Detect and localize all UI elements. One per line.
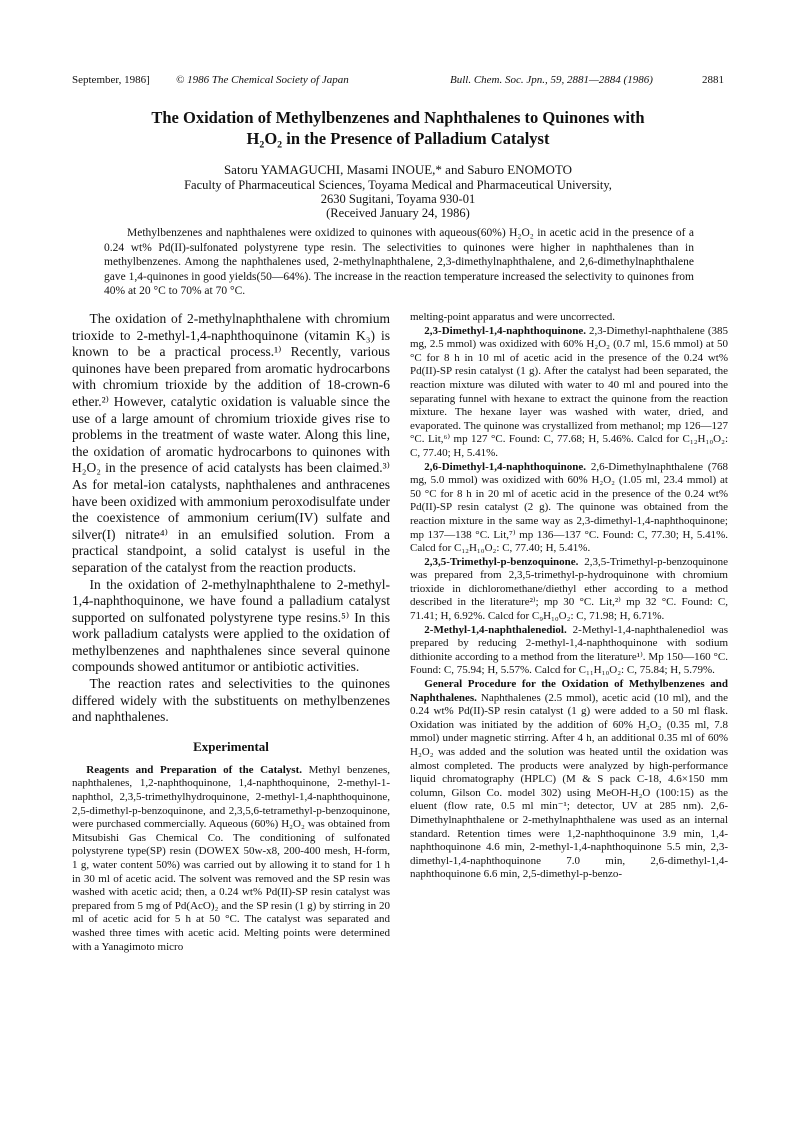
author-list: Satoru YAMAGUCHI, Masami INOUE,* and Saburo ENOMOTO [223,162,573,177]
procedure-dimethyl-26 [410,461,728,556]
right-column [410,311,728,882]
title-line-1: The Oxidation of Methylbenzenes and Naphthalenes to Quinones with [151,108,645,127]
procedure-trimethyl [410,556,728,624]
intro-paragraph-2: In the oxidation of 2-methylnaphthalene to 2-methyl-1,4-naphthoquinone, we have found a palladium catalyst supported on sulfonated polystyrene type resins.⁵⁾ In this work palladium catalysts were applied to the oxidation of methylbenzenes and naphthalenes since several quinone compounds showed antitumor or antibiotic activities. [72,576,390,675]
reagents-run-in-head: Reagents and Preparation of the Catalyst. [86,763,302,776]
left-column [72,311,390,954]
text-26: 2,6-Dimethylnaphthalene (768 mg, 5.0 mmol) was oxidized with 60% H₂O₂ (1.05 ml, 23.4 mmol) at 50 °C for 8 h in 20 ml of acetic acid in the presence of the 0.24 wt% Pd(II)-SP resin catalyst (2 g). The quinone was obtained from the reaction mixture in the same way as 2,3-dimethyl-1,4-naphthoquinone; mp 137—138 °C. Lit,⁷⁾ mp 136—137 °C. Found: C, 77.30; H, 5.41%. Calcd for C₁₂H₁₀O₂: C, 77.40; H, 5.41%. [410,460,728,555]
affiliation-line-1: Faculty of Pharmaceutical Sciences, Toyama Medical and Pharmaceutical University, [184,178,612,192]
header-date: September, 1986] [72,74,150,86]
received-date: (Received January 24, 1986) [326,206,470,220]
text-general: Naphthalenes (2.5 mmol), acetic acid (10 ml), and the 0.24 wt% Pd(II)-SP resin catalyst (1 g) were added to a 50 ml flask. Oxidation was initiated by the addition of 60% H₂O₂ (0.35 ml, 7.8 mmol) under magnetic stirring. After 4 h, an additional 0.35 ml of 60% H₂O₂ was added and the solution was heated until the oxidation was almost completed. The products were analyzed by high-performance liquid chromatography (HPLC) (M & S pack C-18, 4.6×150 mm column, Gilson Co. model 302) using MeOH-H₂O (100:15) as the eluent (flow rate, 0.5 ml min⁻¹; detector, UV at 285 nm). 2,6-Dimethylnaphthalene or 2-methylnaphthalene was used as an internal standard. Retention times were 1,2-naphthoquinone 3.9 min, 1,4-naphthoquinone 4.6 min, 2-methyl-1,4-naphthoquinone 5.5 min, 2,3-dimethyl-1,4-naphthoquinone 7.0 min, 2,6-dimethyl-1,4-naphthoquinone 6.6 min, 2,5-dimethyl-p-benzo- [410,691,728,881]
header-copyright: © 1986 The Chemical Society of Japan [176,74,349,86]
section-heading-experimental: Experimental [193,738,269,754]
title-line-2: H₂O₂ in the Presence of Palladium Catalyst [246,129,550,148]
procedure-naphthalenediol [410,624,728,678]
run-in-head-trimethyl: 2,3,5-Trimethyl-p-benzoquinone. [424,555,579,568]
paper-title [72,107,724,149]
abstract: Methylbenzenes and naphthalenes were oxidized to quinones with aqueous(60%) H₂O₂ in acetic acid in the presence of a 0.24 wt% Pd(II)-sulfonated polystyrene type resin. The selectivities to quinones were higher in naphthalenes than in methylbenzenes. Among the naphthalenes used, 2-methylnaphthalene, 2,3-dimethylnaphthalene, and 2,6-dimethylnaphthalene gave 1,4-quinones in good yields(50—64%). The increase in the reaction temperature increased the selectivity to quinones from 40% at 20 °C to 70% at 70 °C. [104,227,694,298]
run-in-head-general: General Procedure for the Oxidation of Methylbenzenes and Naphthalenes. [410,678,728,704]
header-journal-citation: Bull. Chem. Soc. Jpn., 59, 2881—2884 (1986) [450,74,653,86]
run-in-head-26: 2,6-Dimethyl-1,4-naphthoquinone. [424,460,586,473]
intro-paragraph-3: The reaction rates and selectivities to the quinones differed widely with the substituents on methylbenzenes and naphthalenes. [72,676,390,725]
affiliation-line-2: 2630 Sugitani, Toyama 930-01 [320,192,476,206]
text-diol: 2-Methyl-1,4-naphthalenediol was prepared by reducing 2-methyl-1,4-naphthoquinone with sodium dithionite according to a method from the literature¹⁾. Mp 150—160 °C. Found: C, 75.94; H, 5.57%. Calcd for C₁₁H₁₀O₂: C, 75.84; H, 5.79%. [410,623,728,677]
running-header [72,74,724,88]
text-23: 2,3-Dimethyl-naphthalene (385 mg, 2.5 mmol) was oxidized with 60% H₂O₂ (0.7 ml, 15.6 mmol) at 50 °C for 8 h in 10 ml of acetic acid in the presence of the 0.24 wt% Pd(II)-SP resin catalyst (1 g). After the catalyst had been separated, the reaction mixture was diluted with water to 40 ml and poured into the separating funnel with hexane to extract the quinone from the reaction mixture. The hexane layer was washed with water, dried, and evaporated. The quinone was crystallized from methanol; mp 126—127 °C. Lit,⁶⁾ mp 127 °C. Found: C, 77.68; H, 5.46%. Calcd for C₁₂H₁₀O₂: C, 77.40; H, 5.41%. [410,324,728,459]
header-page-number: 2881 [702,74,724,86]
general-procedure [410,678,728,882]
procedure-dimethyl-23 [410,325,728,461]
continued-paragraph: melting-point apparatus and were uncorrected. [410,311,615,323]
text-trimethyl: 2,3,5-Trimethyl-p-benzoquinone was prepared from 2,3,5-trimethyl-p-hydroquinone with chromium trioxide in dichloromethane/diethyl ether according to a method described in the literature²⁾; mp 30 °C. Lit,²⁾ mp 32 °C. Found: C, 71.41; H, 6.92%. Calcd for C₉H₁₀O₂: C, 71.98; H, 6.71%. [410,555,728,623]
reagents-text: Methyl benzenes, naphthalenes, 1,2-naphthoquinone, 1,4-naphthoquinone, 2-methyl-1-naphthol, 2,3,5-trimethylhydroquinone, 2-methyl-1,4-naphthoquinone, 2,5-dimethyl-p-benzoquinone, and 2,3,5,6-tetramethyl-p-benzoquinone, were purchased commercially. Aqueous (60%) H₂O₂ was obtained from Mitsubishi Gas Chemical Co. The conditioning of sulfonated polystyrene type(SP) resin (DOWEX 50w-x8, 200-400 mesh, H-form, 1 g, water content 50%) was carried out by allowing it to stand for 1 h in 30 ml of acetic acid. The solvent was removed and the SP resin was washed with acetic acid; then, a 0.24 wt% Pd(II)-SP resin catalyst was prepared from 5 mg of Pd(AcO)₂ and the SP resin (1 g) by stirring in 20 ml of acetic acid for 5 h at 50 °C. The catalyst was separated and washed three times with acetic acid. Melting points were determined with a Yanagimoto micro [72,763,390,953]
intro-paragraph-1: The oxidation of 2-methylnaphthalene with chromium trioxide to 2-methyl-1,4-naphthoquinone (vitamin K₃) is known to be a practical process.¹⁾ Recently, various quinones have been prepared from aromatic hydrocarbons with chromium trioxide by the addition of 18-crown-6 ether.²⁾ However, catalytic oxidation is valuable since the use of a large amount of chromium trioxide gives rise to problems in the treatment of waste water. Along this line, the oxidation of aromatic hydrocarbons to quinones with H₂O₂ in the presence of acid catalysts has been claimed.³⁾ As for metal-ion catalysts, naphthalenes and anthracenes have been oxidized with ammonium peroxodisulfate under the coexistence of ammonium cerium(IV) sulfate and silver(I) nitrate⁴⁾ in an emulsified solution. From a practical standpoint, a solid catalyst is useful in the separation of the catalyst from the reaction products. [72,311,390,575]
run-in-head-diol: 2-Methyl-1,4-naphthalenediol. [424,623,567,636]
run-in-head-23: 2,3-Dimethyl-1,4-naphthoquinone. [424,324,586,337]
reagents-paragraph [72,764,390,954]
